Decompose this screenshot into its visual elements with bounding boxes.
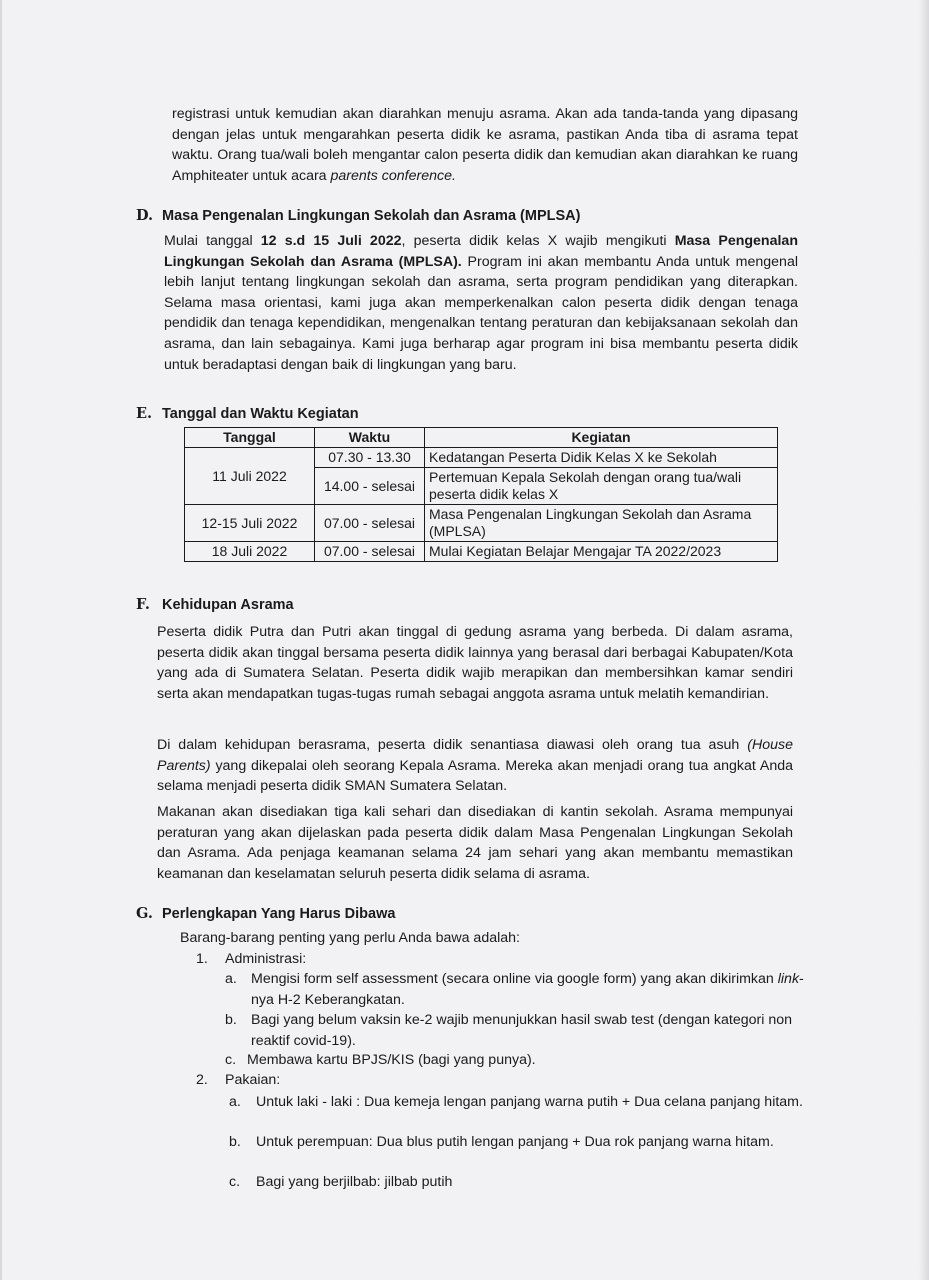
sub-item-text: Bagi yang belum vaksin ke-2 wajib menunjukkan hasil swab test (dengan kategori non reaktif covid-19). xyxy=(251,1012,793,1049)
sub-marker: a. xyxy=(225,971,237,987)
header-kegiatan: Kegiatan xyxy=(425,428,778,448)
list-number: 2. xyxy=(196,1072,208,1088)
cell-kegiatan: Kedatangan Peserta Didik Kelas X ke Sekolah xyxy=(425,448,778,468)
section-f-letter: F. xyxy=(136,596,150,613)
page-right-edge-shadow xyxy=(919,0,929,1280)
list-item-1 xyxy=(196,949,306,970)
cell-waktu: 14.00 - selesai xyxy=(315,468,425,505)
section-f-paragraph-2 xyxy=(157,735,793,797)
sub-item-1a xyxy=(225,969,817,1010)
section-e-heading xyxy=(136,404,359,424)
section-d-letter: D. xyxy=(136,207,154,224)
list-item-2 xyxy=(196,1070,280,1091)
cell-waktu: 07.00 - selesai xyxy=(315,542,425,562)
section-f-paragraph-3: Makanan akan disediakan tiga kali sehari dan disediakan di kantin sekolah. Asrama mempunyai peraturan yang akan dijelaskan pada peserta didik dalam Masa Pengenalan Lingkungan Sekolah dan Asrama. Ada penjaga keamanan selama 24 jam sehari yang akan membantu memastikan keamanan dan keselamatan seluruh peserta didik selama di asrama. xyxy=(157,804,793,882)
section-f-p2-italic: (House Parents) xyxy=(157,737,793,774)
section-d-text-1: Mulai tanggal xyxy=(164,233,261,249)
sub-item-2c xyxy=(229,1172,452,1193)
table-row xyxy=(185,505,778,542)
section-d-date-bold: 12 s.d 15 Juli 2022 xyxy=(260,233,402,249)
sub-item-text: Mengisi form self assessment (secara online via google form) yang akan dikirimkan xyxy=(251,971,778,987)
sub-item-italic: link xyxy=(777,971,800,987)
sub-item-text: Membawa kartu BPJS/KIS (bagi yang punya). xyxy=(247,1052,536,1068)
section-f-paragraph-1: Peserta didik Putra dan Putri akan tinggal di gedung asrama yang berbeda. Di dalam asrama, peserta didik akan tinggal bersama peserta didik lainnya yang berasal dari berbagai Kabupaten/Kota yang ada di Sumatera Selatan. Peserta didik wajib merapikan dan membersihkan kamar sendiri serta akan mendapatkan tugas-tugas rumah sebagai anggota asrama untuk melatih kemandirian. xyxy=(157,624,793,702)
section-f-p2-text-b: yang dikepalai oleh seorang Kepala Asrama. Mereka akan menjadi orang tua angkat Anda selama menjadi peserta didik SMAN Sumatera Selatan. xyxy=(157,757,793,795)
sub-item-1b xyxy=(225,1010,817,1051)
section-e-title: Tanggal dan Waktu Kegiatan xyxy=(162,406,359,422)
header-waktu: Waktu xyxy=(315,428,425,448)
sub-item-text: Untuk laki - laki : Dua kemeja lengan panjang warna putih + Dua celana panjang hitam. xyxy=(256,1094,803,1110)
cell-kegiatan: Pertemuan Kepala Sekolah dengan orang tua/wali peserta didik kelas X xyxy=(425,468,778,505)
section-g-intro: Barang-barang penting yang perlu Anda bawa adalah: xyxy=(180,930,520,946)
sub-item-2b xyxy=(229,1132,818,1153)
sub-item-text: Bagi yang berjilbab: jilbab putih xyxy=(256,1174,453,1190)
table-row xyxy=(185,448,778,468)
page-left-edge xyxy=(0,0,2,1280)
section-f-title: Kehidupan Asrama xyxy=(162,597,294,613)
list-item-label: Administrasi: xyxy=(225,951,307,967)
section-d-title: Masa Pengenalan Lingkungan Sekolah dan Asrama (MPLSA) xyxy=(162,208,581,224)
table-header-row xyxy=(185,428,778,448)
section-d-paragraph xyxy=(164,231,798,375)
sub-marker: a. xyxy=(229,1094,241,1110)
section-g-heading xyxy=(136,904,395,924)
section-d-text-2: , peserta didik kelas X wajib mengikuti xyxy=(401,233,675,249)
list-item-label: Pakaian: xyxy=(225,1072,281,1088)
section-d-mplsa-bold: Masa Pengenalan Lingkungan Sekolah dan Asrama (MPLSA). xyxy=(164,233,798,270)
section-f-p2-text-a: Di dalam kehidupan berasrama, peserta didik senantiasa diawasi oleh orang tua asuh xyxy=(157,737,748,753)
sub-item-text: Untuk perempuan: Dua blus putih lengan panjang + Dua rok panjang warna hitam. xyxy=(256,1134,774,1150)
section-d-text-3: Program ini akan membantu Anda untuk mengenal lebih lanjut tentang lingkungan sekolah dan asrama, serta program pendidikan yang diterapkan. Selama masa orientasi, kami juga akan memperkenalkan calon peserta didik dengan tenaga pendidik dan tenaga kependidikan, mengenalkan tentang peraturan dan kebijaksanaan sekolah dan asrama, dan lain sebagainya. Kami juga berharap agar program ini bisa membantu peserta didik untuk beradaptasi dengan baik di lingkungan yang baru. xyxy=(164,253,798,373)
list-number: 1. xyxy=(196,951,208,967)
cell-tanggal: 12-15 Juli 2022 xyxy=(185,505,315,542)
sub-marker: b. xyxy=(225,1012,237,1028)
sub-item-2a xyxy=(229,1092,818,1113)
section-g-title: Perlengkapan Yang Harus Dibawa xyxy=(162,906,396,922)
cell-waktu: 07.00 - selesai xyxy=(315,505,425,542)
schedule-table xyxy=(184,427,778,562)
section-g-letter: G. xyxy=(136,905,153,922)
sub-marker: b. xyxy=(229,1134,241,1150)
section-d-heading xyxy=(136,206,580,226)
cell-waktu: 07.30 - 13.30 xyxy=(315,448,425,468)
cell-kegiatan: Masa Pengenalan Lingkungan Sekolah dan Asrama (MPLSA) xyxy=(425,505,778,542)
header-tanggal: Tanggal xyxy=(185,428,315,448)
sub-item-1c xyxy=(225,1050,536,1071)
intro-italic: parents conference. xyxy=(330,167,456,184)
intro-text: registrasi untuk kemudian akan diarahkan menuju asrama. Akan ada tanda-tanda yang dipasang dengan jelas untuk mengarahkan peserta didik ke asrama, pastikan Anda tiba di asrama tepat waktu. Orang tua/wali boleh mengantar calon peserta didik dan kemudian akan diarahkan ke ruang Amphiteater untuk acara xyxy=(172,106,798,184)
cell-tanggal: 11 Juli 2022 xyxy=(185,448,315,505)
table-row xyxy=(185,542,778,562)
cell-kegiatan: Mulai Kegiatan Belajar Mengajar TA 2022/2023 xyxy=(425,542,778,562)
section-f-heading xyxy=(136,595,294,615)
intro-paragraph xyxy=(172,104,798,186)
cell-tanggal: 18 Juli 2022 xyxy=(185,542,315,562)
sub-marker: c. xyxy=(229,1174,241,1190)
sub-item-text: -nya H-2 Keberangkatan. xyxy=(251,971,804,1008)
sub-marker: c. xyxy=(225,1052,237,1068)
section-e-letter: E. xyxy=(136,405,153,422)
